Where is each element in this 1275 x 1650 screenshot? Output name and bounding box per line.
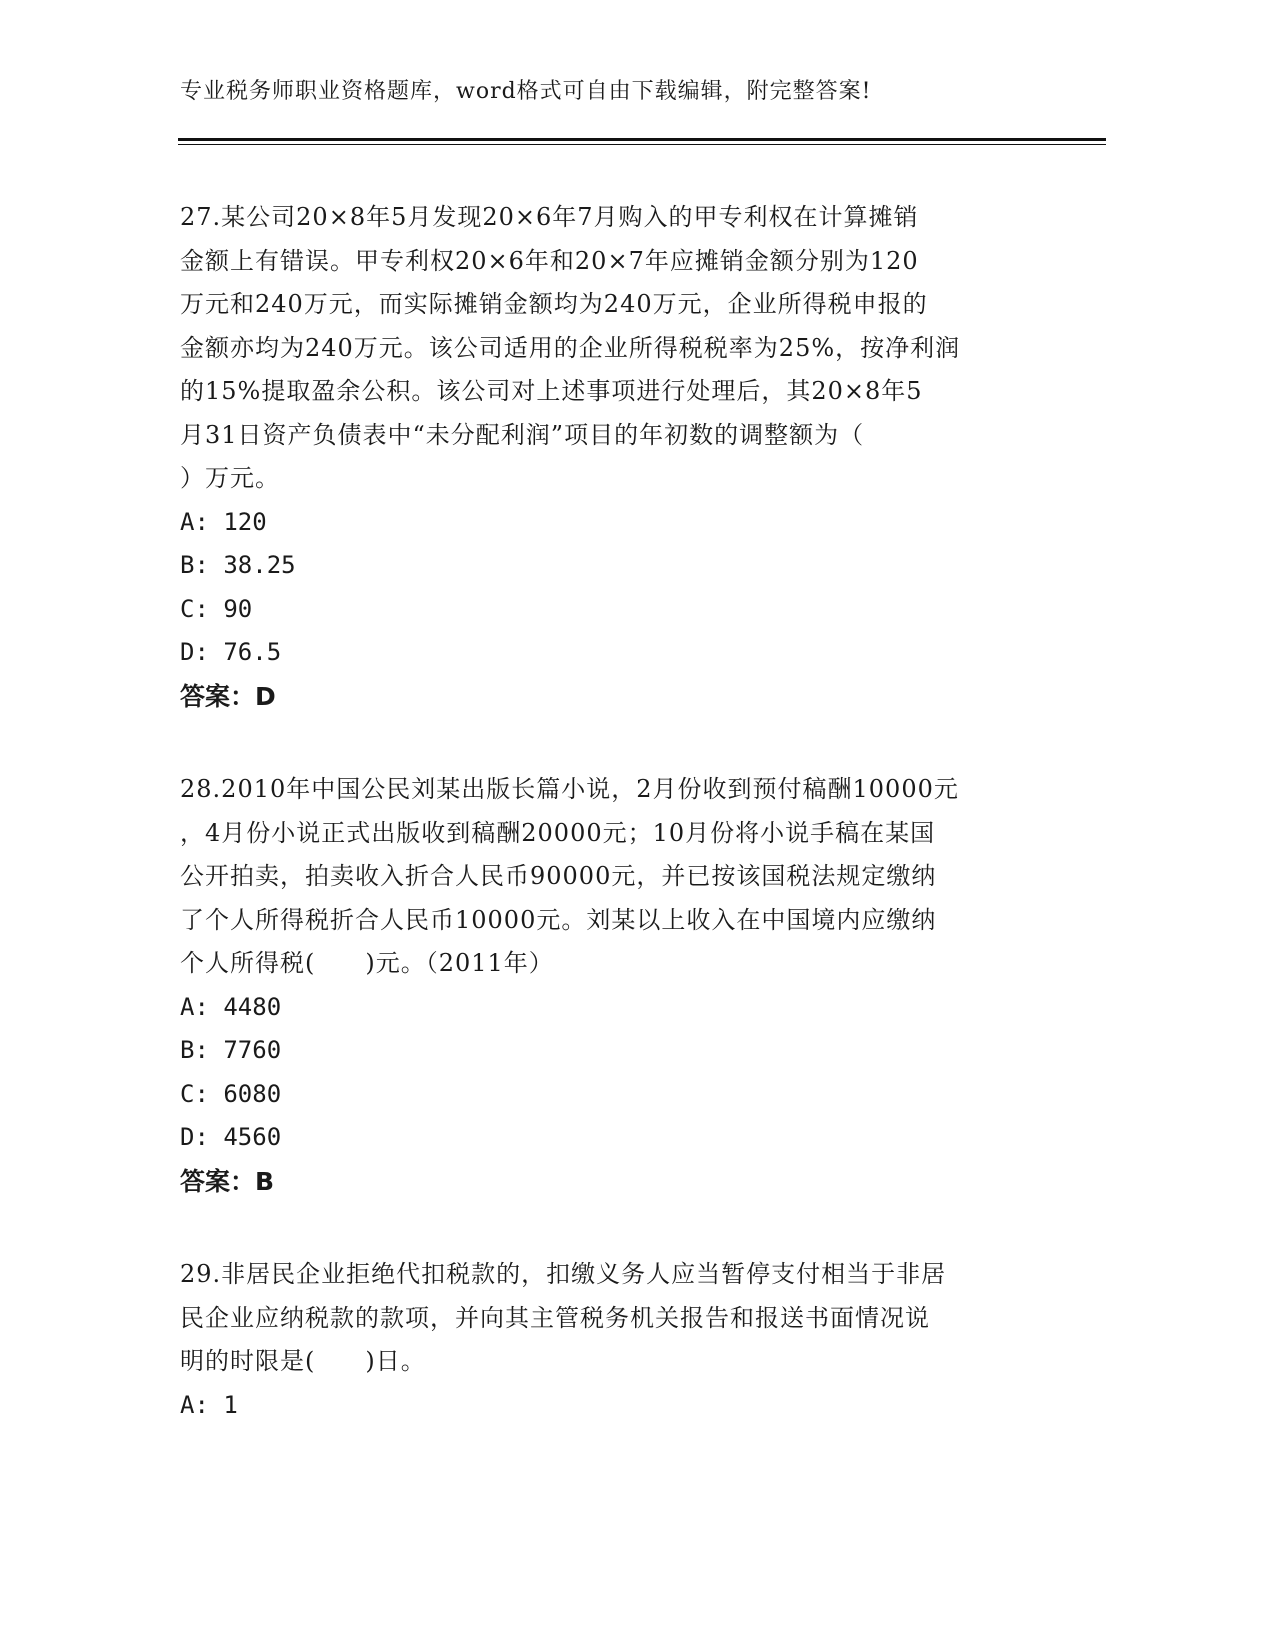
question-text-line: 金额亦均为240万元。该公司适用的企业所得税税率为25%，按净利润 (180, 333, 961, 362)
question-text-line: 的15%提取盈余公积。该公司对上述事项进行处理后，其20×8年5 (180, 377, 923, 405)
question-text-line: 27.某公司20×8年5月发现20×6年7月购入的甲专利权在计算摊销 (180, 203, 919, 231)
option-c: C: 90 (180, 594, 253, 623)
option-a: A: 1 (180, 1390, 238, 1419)
page-header: 专业税务师职业资格题库，word格式可自由下载编辑，附完整答案! (180, 79, 872, 104)
question-text-line: 金额上有错误。甲专利权20×6年和20×7年应摊销金额分别为120 (180, 246, 919, 275)
question-text-line: ）万元。 (180, 464, 280, 492)
answer-label: 答案：B (180, 1166, 275, 1196)
answer-label: 答案：D (180, 681, 276, 711)
question-text-line: 万元和240万元，而实际摊销金额均为240万元，企业所得税申报的 (180, 290, 928, 318)
question-text-line: 月31日资产负债表中“未分配利润”项目的年初数的调整额为（ (180, 420, 865, 449)
option-a: A: 120 (180, 507, 267, 536)
question-text-line: 公开拍卖，拍卖收入折合人民币90000元，并已按该国税法规定缴纳 (180, 862, 937, 890)
question-27 (180, 196, 1050, 718)
option-d: D: 4560 (180, 1123, 282, 1151)
option-d: D: 76.5 (180, 638, 282, 666)
question-list (180, 196, 1050, 1477)
question-text-line: 明的时限是( )日。 (180, 1347, 426, 1375)
option-c: C: 6080 (180, 1079, 282, 1108)
question-text-line: 了个人所得税折合人民币10000元。刘某以上收入在中国境内应缴纳 (180, 905, 937, 934)
option-a: A: 4480 (180, 992, 282, 1021)
question-text-line: 民企业应纳税款的款项，并向其主管税务机关报告和报送书面情况说 (180, 1303, 930, 1332)
question-29 (180, 1253, 1050, 1427)
header-divider-thin (178, 144, 1106, 145)
question-text-line: 个人所得税( )元。（2011年） (180, 949, 554, 977)
question-28 (180, 768, 1050, 1203)
question-text-line: 29.非居民企业拒绝代扣税款的，扣缴义务人应当暂停支付相当于非居 (180, 1260, 947, 1288)
header-divider (178, 138, 1106, 141)
option-b: B: 7760 (180, 1036, 282, 1064)
question-text-line: ，4月份小说正式出版收到稿酬20000元；10月份将小说手稿在某国 (180, 818, 936, 847)
question-text-line: 28.2010年中国公民刘某出版长篇小说，2月份收到预付稿酬10000元 (180, 775, 959, 803)
option-b: B: 38.25 (180, 551, 296, 579)
